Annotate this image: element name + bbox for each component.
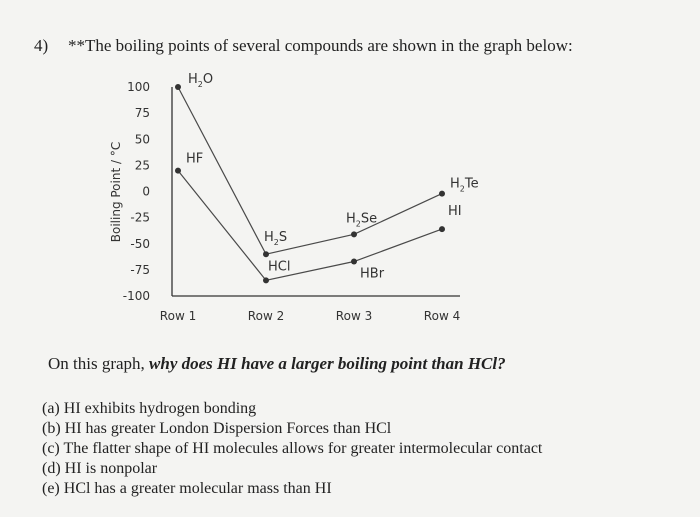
x-tick-label: Row 4 bbox=[423, 309, 461, 323]
question-number: 4) bbox=[34, 36, 49, 55]
point-label bbox=[188, 72, 213, 89]
y-tick-label: 50 bbox=[134, 132, 150, 147]
choice-c[interactable]: (c) The flatter shape of HI molecules allows for greater intermolecular contact bbox=[42, 440, 543, 457]
y-tick-label: -25 bbox=[130, 210, 150, 225]
question-text: **The boiling points of several compounds are shown in the graph below: bbox=[68, 36, 573, 55]
choice-b[interactable]: (b) HI has greater London Dispersion Forces than HCl bbox=[42, 420, 392, 437]
prompt-emphasis: why does HI have a larger boiling point than HCl? bbox=[149, 354, 506, 373]
label-base: H bbox=[264, 230, 274, 246]
data-point bbox=[439, 191, 445, 197]
question-prompt bbox=[48, 354, 506, 374]
label-rest: Te bbox=[464, 176, 479, 192]
choice-d[interactable]: (d) HI is nonpolar bbox=[42, 460, 158, 477]
label-sub: 2 bbox=[197, 80, 203, 89]
data-point bbox=[351, 259, 357, 265]
prompt-prefix: On this graph, bbox=[48, 354, 150, 373]
x-tick-label: Row 1 bbox=[159, 309, 197, 323]
y-tick-label: 75 bbox=[134, 106, 150, 121]
label-base: HBr bbox=[360, 266, 385, 282]
answer-choices bbox=[42, 399, 542, 499]
series-line bbox=[178, 87, 442, 254]
label-base: HCl bbox=[268, 259, 291, 275]
y-tick-label: -75 bbox=[130, 262, 150, 277]
label-sub: 2 bbox=[273, 238, 279, 248]
point-label bbox=[186, 152, 203, 167]
y-tick-label: -50 bbox=[130, 236, 150, 251]
label-base: H bbox=[346, 211, 356, 227]
data-point bbox=[175, 84, 181, 90]
y-tick-label: -100 bbox=[122, 289, 150, 303]
y-tick-label: 100 bbox=[127, 80, 150, 94]
point-label bbox=[346, 211, 377, 228]
data-point bbox=[175, 168, 181, 174]
label-base: HF bbox=[186, 151, 204, 167]
choice-a[interactable]: (a) HI exhibits hydrogen bonding bbox=[42, 400, 257, 417]
label-base: H bbox=[450, 176, 460, 192]
point-label bbox=[360, 267, 385, 282]
data-point bbox=[439, 226, 445, 232]
label-sub: 2 bbox=[355, 219, 361, 229]
label-base: H bbox=[188, 72, 198, 87]
series-line bbox=[178, 171, 442, 281]
choice-e[interactable]: (e) HCl has a greater molecular mass than HI bbox=[42, 480, 332, 497]
x-tick-label: Row 2 bbox=[247, 309, 285, 323]
y-tick-label: 25 bbox=[134, 158, 150, 173]
y-axis-label: Boiling Point / °C bbox=[109, 141, 123, 243]
point-label bbox=[450, 177, 479, 194]
data-point bbox=[263, 251, 269, 257]
x-tick-label: Row 3 bbox=[335, 309, 373, 323]
label-rest: S bbox=[278, 230, 288, 246]
label-rest: O bbox=[202, 72, 214, 87]
data-point bbox=[263, 277, 269, 283]
label-rest: Se bbox=[360, 211, 378, 227]
point-label bbox=[264, 230, 287, 247]
point-label bbox=[268, 259, 290, 274]
point-label bbox=[448, 204, 462, 219]
data-point bbox=[351, 231, 357, 237]
label-sub: 2 bbox=[459, 184, 465, 194]
label-base: HI bbox=[448, 204, 462, 220]
y-tick-label: 0 bbox=[142, 184, 150, 199]
